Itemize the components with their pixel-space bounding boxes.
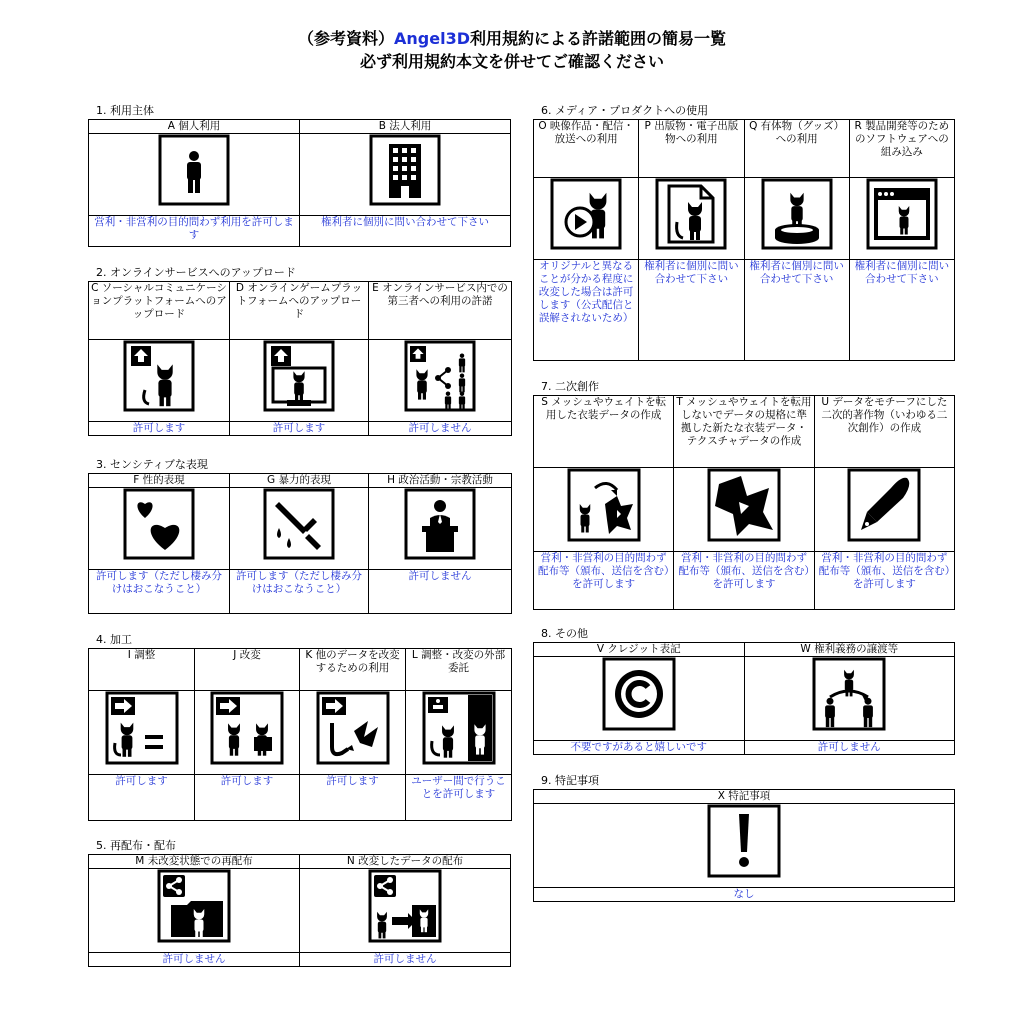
section-derivative-works	[533, 379, 955, 610]
answer-costume-with-mesh: 営利・非営利の目的問わず配布等（頒布、送信を含む）を許可します	[534, 552, 674, 610]
person-icon	[158, 134, 230, 206]
label-unmodified-redistribution: M 未改変状態での再配布	[89, 855, 300, 869]
section-head: 4. 加工	[96, 633, 132, 646]
section-head: 9. 特記事項	[541, 774, 599, 787]
label-video-broadcast: O 映像作品・配信・放送への利用	[534, 120, 639, 178]
answer-modification: 許可します	[195, 775, 300, 821]
sensitive-expression-table	[88, 473, 512, 614]
special-notes-table	[533, 789, 955, 902]
answer-political-religious: 許可しません	[369, 570, 512, 614]
derivative-works-table	[533, 395, 955, 610]
answer-unmodified-redistribution: 許可しません	[89, 953, 300, 967]
title-prefix: （参考資料）	[297, 29, 394, 48]
section-other	[533, 626, 955, 755]
online-upload-table	[88, 281, 512, 436]
section-sensitive-expression	[88, 457, 511, 614]
section-special-notes	[533, 773, 955, 902]
label-new-costume: T メッシュやウェイトを転用しないでデータの規格に準拠した新たな衣装データ・テクスチャデータの作成	[674, 396, 814, 468]
transfer-icon	[812, 657, 886, 731]
answer-goods: 権利者に個別に問い合わせて下さい	[744, 260, 849, 361]
answer-special-notes: なし	[534, 888, 955, 902]
label-third-party-license: E オンラインサービス内での第三者への利用の許諾	[369, 282, 512, 340]
modify-icon	[210, 691, 284, 765]
label-credit: V クレジット表記	[534, 643, 745, 657]
answer-video-broadcast: オリジナルと異なることが分かる程度に改変した場合は許可します（公式配信と誤解されないため）	[534, 260, 639, 361]
answer-violent-expression: 許可します（ただし棲み分けはおこなうこと）	[230, 570, 369, 614]
answer-adjustment: 許可します	[89, 775, 195, 821]
label-adjustment: I 調整	[89, 649, 195, 691]
label-modification: J 改変	[195, 649, 300, 691]
upload-game-icon	[263, 340, 335, 412]
brand-name: Angel3D	[394, 29, 470, 48]
title-suffix: 利用規約による許諾範囲の簡易一覧	[469, 29, 726, 48]
label-derivative-work: U データをモチーフにした二次的著作物（いわゆる二次創作）の作成	[814, 396, 954, 468]
answer-new-costume: 営利・非営利の目的問わず配布等（頒布、送信を含む）を許可します	[674, 552, 814, 610]
section-media-products	[533, 103, 955, 361]
pen-icon	[847, 468, 921, 542]
costume-icon	[567, 468, 641, 542]
section-head: 6. メディア・プロダクトへの使用	[541, 104, 709, 117]
label-rights-transfer: W 権利義務の譲渡等	[744, 643, 955, 657]
label-violent-expression: G 暴力的表現	[230, 474, 369, 488]
answer-third-party-license: 許可しません	[369, 422, 512, 436]
page-subtitle: 必ず利用規約本文を併せてご確認ください	[359, 52, 664, 71]
video-icon	[550, 178, 622, 250]
label-use-for-other-data: K 他のデータを改変するための利用	[300, 649, 406, 691]
use-for-other-icon	[316, 691, 390, 765]
figure-icon	[761, 178, 833, 250]
answer-game-upload: 許可します	[230, 422, 369, 436]
share-third-party-icon	[404, 340, 476, 412]
new-costume-icon	[707, 468, 781, 542]
label-sexual-expression: F 性的表現	[89, 474, 230, 488]
outsource-icon	[422, 691, 496, 765]
redistribute-icon	[157, 869, 231, 943]
podium-icon	[404, 488, 476, 560]
answer-rights-transfer: 許可しません	[744, 741, 955, 755]
software-icon	[866, 178, 938, 250]
section-head: 3. センシティブな表現	[96, 458, 208, 471]
label-personal-use: A 個人利用	[89, 120, 300, 134]
answer-publication: 権利者に個別に問い合わせて下さい	[639, 260, 744, 361]
answer-outsourcing: ユーザー間で行うことを許可します	[406, 775, 512, 821]
label-special-notes: X 特記事項	[534, 790, 955, 804]
building-icon	[369, 134, 441, 206]
answer-social-upload: 許可します	[89, 422, 230, 436]
answer-personal-use: 営利・非営利の目的問わず利用を許可します	[89, 216, 300, 247]
page-title	[0, 28, 1024, 50]
section-usage-subject	[88, 103, 511, 247]
section-redistribution	[88, 838, 511, 967]
adjust-icon	[105, 691, 179, 765]
label-modified-distribution: N 改変したデータの配布	[300, 855, 511, 869]
copyright-icon	[602, 657, 676, 731]
label-social-upload: C ソーシャルコミュニケーションプラットフォームへのアップロード	[89, 282, 230, 340]
section-head: 7. 二次創作	[541, 380, 599, 393]
redistribution-table	[88, 854, 511, 967]
other-table	[533, 642, 955, 755]
label-costume-with-mesh: S メッシュやウェイトを転用した衣装データの作成	[534, 396, 674, 468]
section-head: 8. その他	[541, 627, 588, 640]
answer-modified-distribution: 許可しません	[300, 953, 511, 967]
processing-table	[88, 648, 512, 821]
publication-icon	[655, 178, 727, 250]
section-head: 5. 再配布・配布	[96, 839, 176, 852]
label-goods: Q 有体物（グッズ）への利用	[744, 120, 849, 178]
answer-derivative-work: 営利・非営利の目的問わず配布等（頒布、送信を含む）を許可します	[814, 552, 954, 610]
label-publication: P 出版物・電子出版物への利用	[639, 120, 744, 178]
usage-subject-table	[88, 119, 511, 247]
section-head: 2. オンラインサービスへのアップロード	[96, 266, 296, 279]
answer-software-embed: 権利者に個別に問い合わせて下さい	[849, 260, 954, 361]
section-processing	[88, 632, 511, 821]
answer-use-for-other-data: 許可します	[300, 775, 406, 821]
label-corporate-use: B 法人利用	[300, 120, 511, 134]
exclamation-icon	[707, 804, 781, 878]
upload-avatar-icon	[123, 340, 195, 412]
label-outsourcing: L 調整・改変の外部委託	[406, 649, 512, 691]
section-head: 1. 利用主体	[96, 104, 154, 117]
media-products-table	[533, 119, 955, 361]
answer-sexual-expression: 許可します（ただし棲み分けはおこなうこと）	[89, 570, 230, 614]
hearts-icon	[123, 488, 195, 560]
label-software-embed: R 製品開発等のためのソフトウェアへの組み込み	[849, 120, 954, 178]
section-online-upload	[88, 265, 511, 436]
label-game-upload: D オンラインゲームプラットフォームへのアップロード	[230, 282, 369, 340]
answer-corporate-use: 権利者に個別に問い合わせて下さい	[300, 216, 511, 247]
label-political-religious: H 政治活動・宗教活動	[369, 474, 512, 488]
distribute-modified-icon	[368, 869, 442, 943]
answer-credit: 不要ですがあると嬉しいです	[534, 741, 745, 755]
knife-icon	[263, 488, 335, 560]
